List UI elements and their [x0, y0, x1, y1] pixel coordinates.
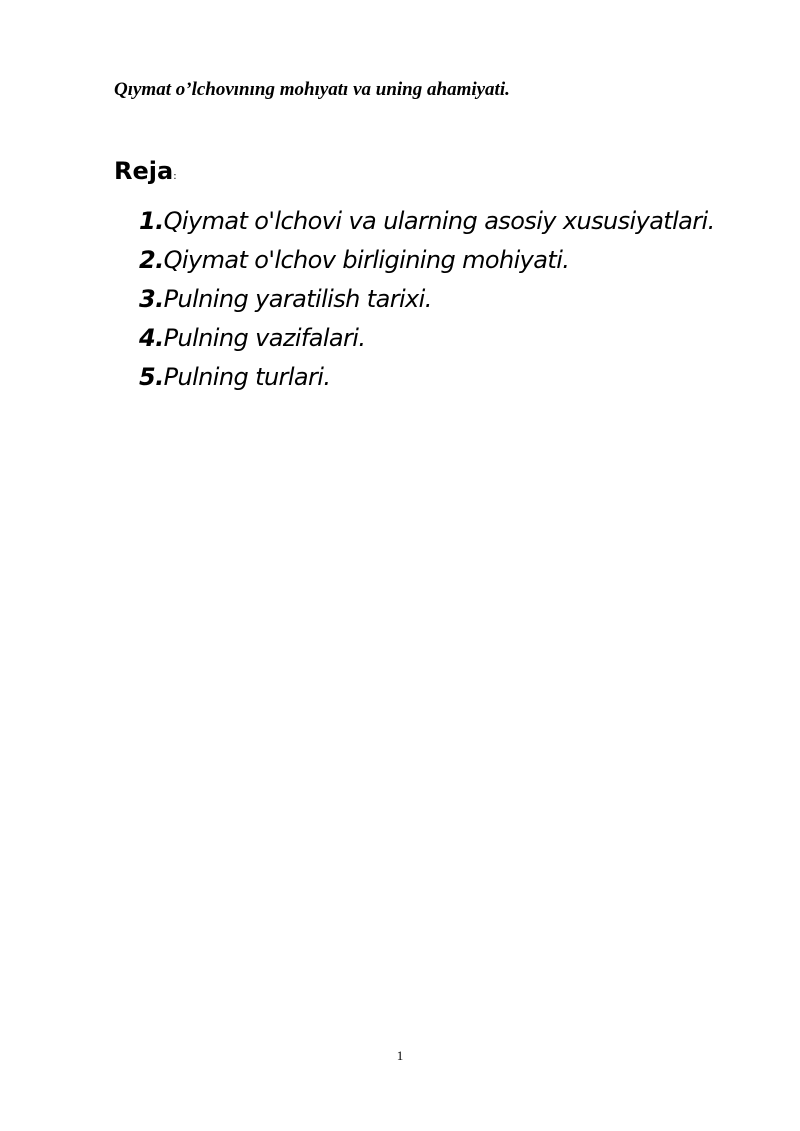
plan-item-number: 3. [139, 285, 164, 313]
plan-heading-text: Reja [114, 157, 174, 185]
plan-item-number: 4. [139, 324, 164, 352]
plan-item-number: 5. [139, 363, 164, 391]
plan-item-number: 1. [139, 207, 164, 235]
plan-item-text: Qiymat o'lchovi va ularning asosiy xususiyatlari. [163, 207, 715, 235]
document-title: Qıymat o’lchovınıng mohıyatı va uning ahamiyati. [114, 79, 510, 100]
plan-item-1 [139, 202, 779, 241]
plan-heading [114, 154, 177, 194]
plan-item-2 [139, 241, 779, 280]
plan-item-number: 2. [139, 246, 164, 274]
plan-list [139, 202, 779, 397]
plan-item-text: Qiymat o'lchov birligining mohiyati. [163, 246, 570, 274]
page-number: 1 [396, 1048, 404, 1063]
plan-item-4 [139, 319, 779, 358]
plan-item-5 [139, 358, 779, 397]
plan-item-text: Pulning turlari. [163, 363, 331, 391]
plan-item-text: Pulning vazifalari. [163, 324, 366, 352]
plan-item-text: Pulning yaratilish tarixi. [163, 285, 432, 313]
plan-heading-colon: : [173, 171, 177, 182]
plan-item-3 [139, 280, 779, 319]
